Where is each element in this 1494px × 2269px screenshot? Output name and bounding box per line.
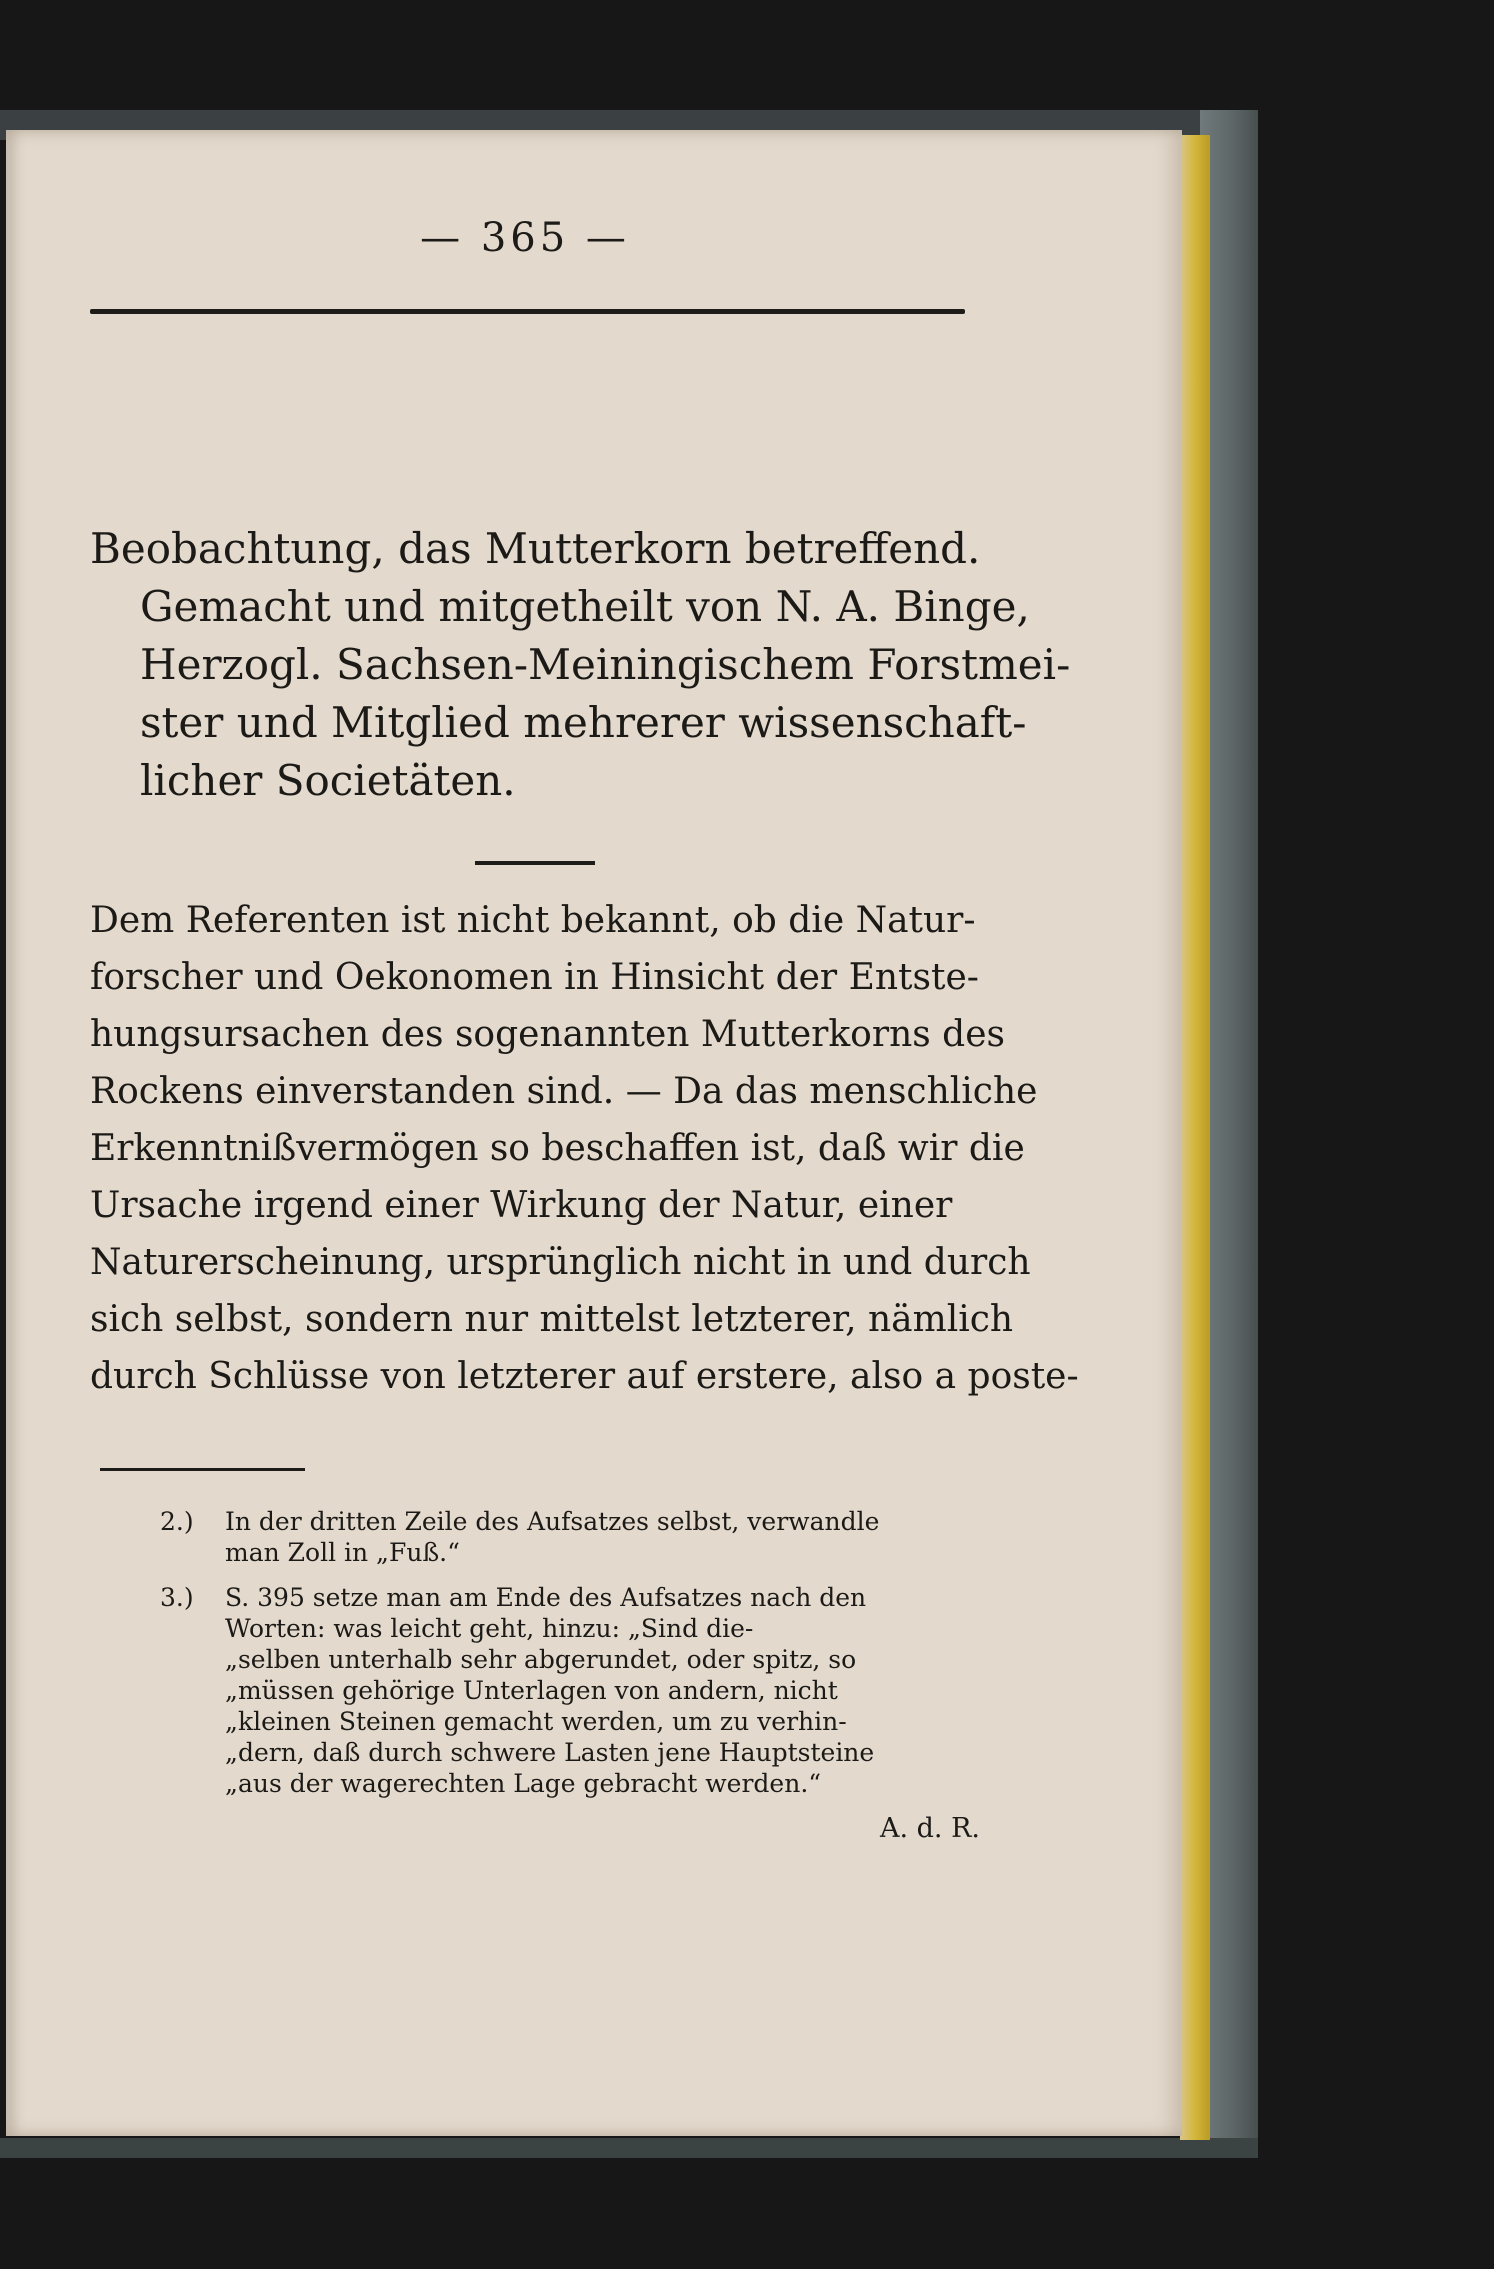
title-line: Herzogl. Sachsen-Meiningischem Forstmei- — [140, 640, 1071, 689]
article-title — [90, 520, 1071, 810]
footnote-line: man Zoll in „Fuß.“ — [225, 1538, 460, 1567]
page-edge — [1180, 135, 1210, 2140]
body-line: forscher und Oekonomen in Hinsicht der Entste- — [90, 957, 979, 998]
title-line: licher Societäten. — [140, 756, 516, 805]
footnote-number: 3.) — [160, 1583, 194, 1612]
body-line: Rockens einverstanden sind. — Da das menschliche — [90, 1071, 1038, 1112]
body-line: Ursache irgend einer Wirkung der Natur, einer — [90, 1185, 953, 1226]
footnote — [160, 1506, 990, 1568]
section-divider — [475, 861, 595, 865]
footnotes — [160, 1506, 990, 1844]
footnote-line: „selben unterhalb sehr abgerundet, oder spitz, so — [225, 1645, 857, 1674]
footnote-line: In der dritten Zeile des Aufsatzes selbst, verwandle — [225, 1507, 880, 1536]
page-number: — 365 — — [420, 215, 630, 261]
footnote-line: „dern, daß durch schwere Lasten jene Hauptsteine — [225, 1738, 875, 1767]
footnote-line: „kleinen Steinen gemacht werden, um zu verhin- — [225, 1707, 847, 1736]
body-line: Erkenntnißvermögen so beschaffen ist, daß wir die — [90, 1128, 1025, 1169]
footnote-line: „müssen gehörige Unterlagen von andern, nicht — [225, 1676, 838, 1705]
title-line: Gemacht und mitgetheilt von N. A. Binge, — [140, 582, 1030, 631]
book-cover-bottom — [0, 2138, 1258, 2158]
body-line: Dem Referenten ist nicht bekannt, ob die Natur- — [90, 900, 976, 941]
editor-signature: A. d. R. — [879, 1813, 980, 1844]
body-line: Naturerscheinung, ursprünglich nicht in und durch — [90, 1242, 1031, 1283]
footnote-line: S. 395 setze man am Ende des Aufsatzes nach den — [225, 1583, 867, 1612]
body-text — [90, 892, 1079, 1405]
footnote-line: „aus der wagerechten Lage gebracht werden.“ — [225, 1769, 822, 1798]
body-line: hungsursachen des sogenannten Mutterkorns des — [90, 1014, 1005, 1055]
body-line: sich selbst, sondern nur mittelst letzterer, nämlich — [90, 1299, 1014, 1340]
footnote-number: 2.) — [160, 1507, 194, 1536]
body-line: durch Schlüsse von letzterer auf erstere, also a poste- — [90, 1356, 1079, 1397]
title-line: ster und Mitglied mehrerer wissenschaft- — [140, 698, 1027, 747]
title-line: Beobachtung, das Mutterkorn betreffend. — [90, 524, 981, 573]
footnote-rule — [100, 1468, 305, 1471]
footnote — [160, 1582, 990, 1799]
footnote-line: Worten: was leicht geht, hinzu: „Sind die- — [225, 1614, 754, 1643]
header-rule — [90, 309, 965, 314]
